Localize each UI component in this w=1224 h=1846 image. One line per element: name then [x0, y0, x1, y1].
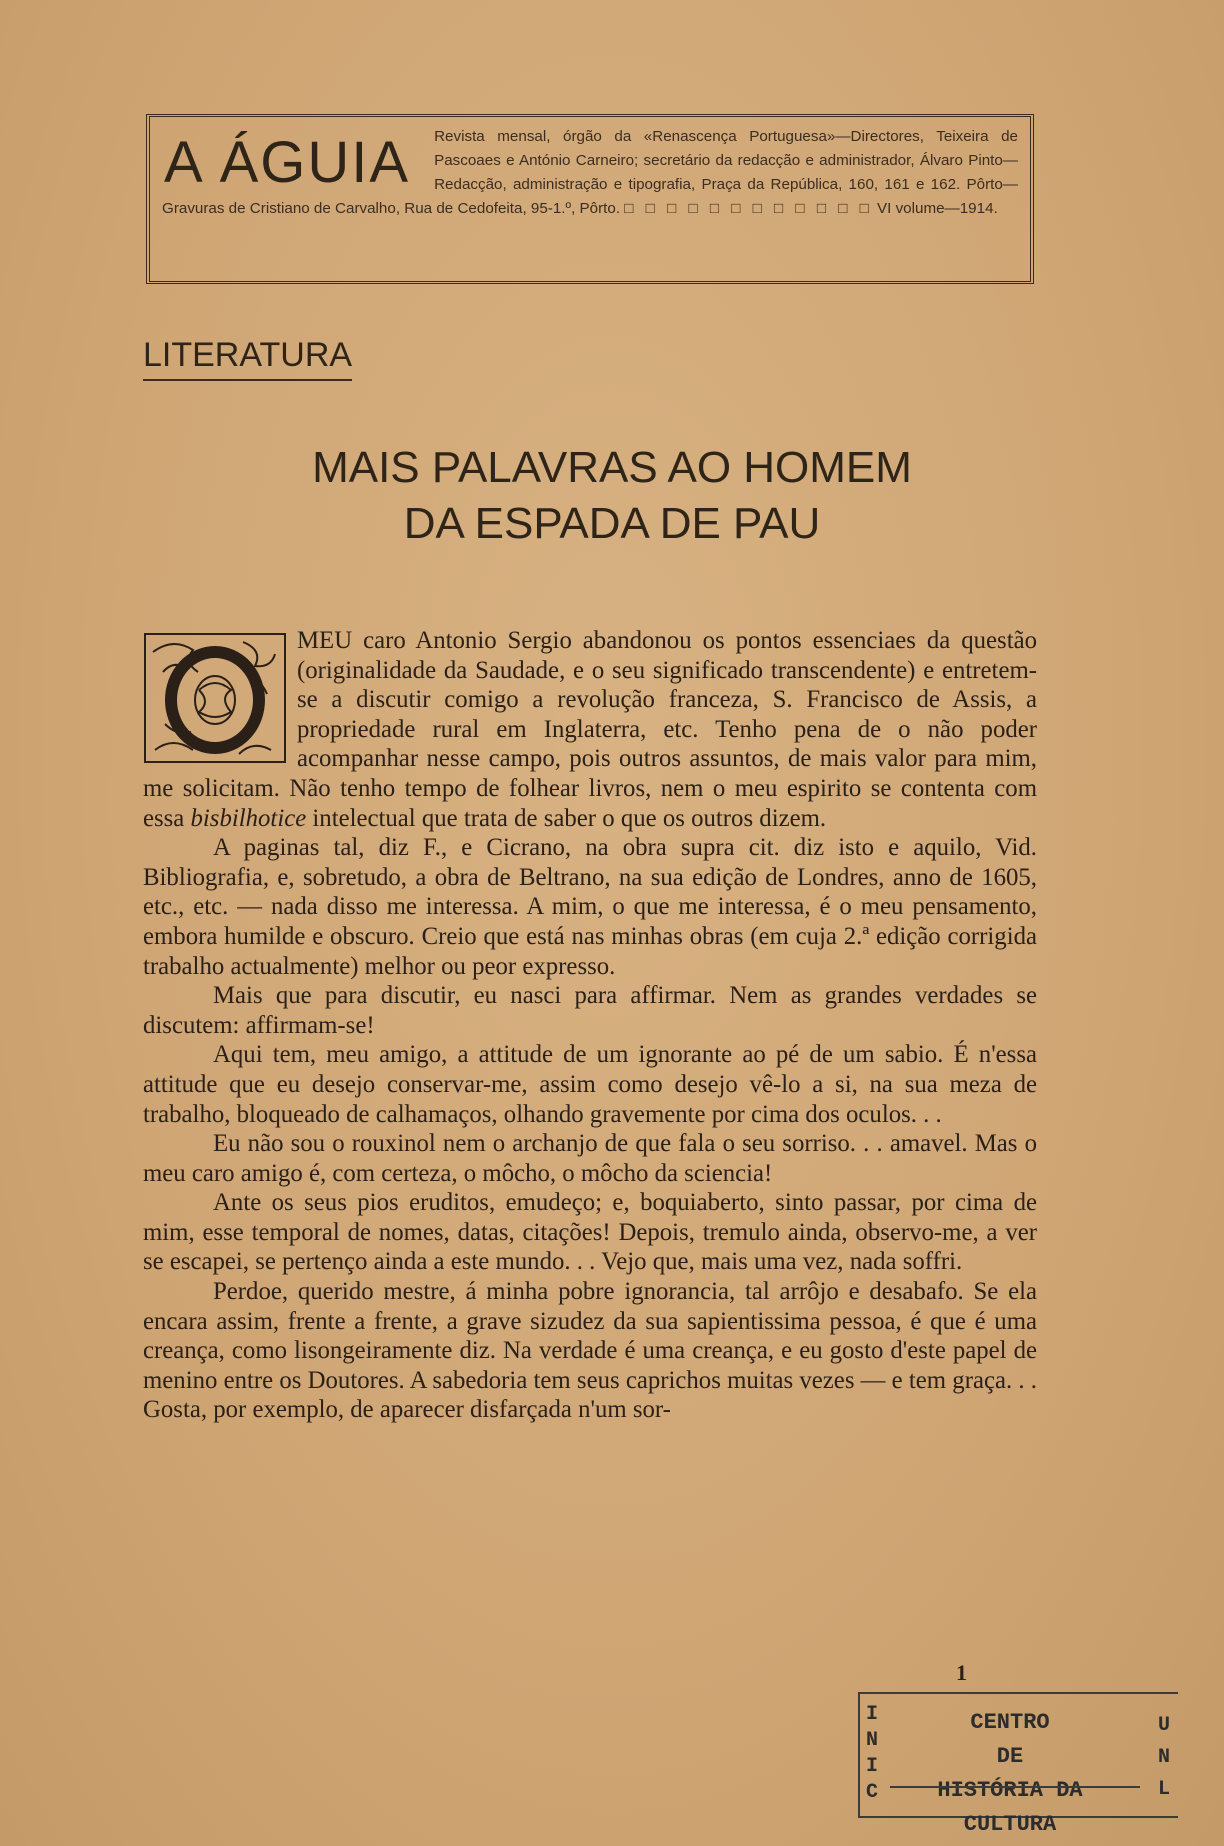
- stamp-line-2: DE: [996, 1744, 1024, 1769]
- paragraph-1-text: caro Antonio Sergio abandonou os pontos essenciaes da questão (originalidade da Saudade, e o seu significado transcendente) e entretem-se a discutir comigo a revolução franceza, S. Francisco de Assis, a propriedade rural em Inglaterra, etc. Tenho pena de o não poder acompanhar nesse campo, pois outros assuntos, de mais valor para mim, me solicitam. Não tenho tempo de folhear livros, nem o meu espirito se contenta com essa: [143, 627, 1037, 832]
- masthead-info-text: Revista mensal, órgão da «Renascença Portuguesa»—Directores, Teixeira de Pascoaes e António Carneiro; secretário da redacção e administrador, Álvaro Pinto—Redacção, administração e tipografia, Praça da República, 160, 161 e 162. Pôrto—Gravuras de Cristiano de Carvalho, Rua de Cedofeita, 95-1.º, Pôrto.: [162, 128, 1018, 217]
- section-heading: LITERATURA: [143, 336, 352, 381]
- stamp-center-text: [900, 1706, 1120, 1842]
- paragraph-3: Mais que para discutir, eu nasci para affirmar. Nem as grandes verdades se discutem: affirmam-se!: [143, 982, 1037, 1039]
- masthead-box: [146, 114, 1034, 284]
- paragraph-2: A paginas tal, diz F., e Cicrano, na obra supra cit. diz isto e aquilo, Vid. Bibliografia, e, sobretudo, a obra de Beltrano, na sua edição de Londres, anno de 1605, etc., etc. — nada disso me interessa. A mim, o que me interessa, é o meu pensamento, embora humilde e obscuro. Creio que está nas minhas obras (em cuja 2.ª edição corrigida trabalho actualmente) melhor ou peor expresso.: [143, 834, 1037, 980]
- stamp-line-3: HISTÓRIA DA CULTURA: [937, 1778, 1083, 1837]
- stamp-top-rule: [860, 1692, 1178, 1694]
- first-word: MEU: [297, 627, 353, 654]
- article-title: [0, 440, 1224, 552]
- journal-title: A ÁGUIA: [164, 130, 411, 195]
- paragraph-4: Aqui tem, meu amigo, a attitude de um ignorante ao pé de um sabio. É n'essa attitude que eu desejo conservar-me, assim como desejo vê-lo a si, na sua meza de trabalho, bloqueado de calhamaços, olhando gravemente por cima dos oculos. . .: [143, 1041, 1037, 1128]
- article-title-line-1: MAIS PALAVRAS AO HOMEM: [312, 443, 912, 492]
- volume-label: VI volume—1914.: [877, 200, 998, 217]
- drop-cap-ornament: [143, 632, 287, 764]
- decorative-squares: □ □ □ □ □ □ □ □ □ □ □ □: [624, 200, 873, 217]
- italic-word: bisbilhotice: [190, 804, 307, 832]
- paragraph-6: Ante os seus pios eruditos, emudeço; e, boquiaberto, sinto passar, por cima de mim, esse temporal de nomes, datas, citações! Depois, tremulo ainda, observo-me, a ver se escapei, se pertenço ainda a este mundo. . . Vejo que, mais uma vez, nada soffri.: [143, 1189, 1037, 1276]
- stamp-bottom-rule: [890, 1786, 1140, 1788]
- paragraph-5: Eu não sou o rouxinol nem o archanjo de que fala o seu sorriso. . . amavel. Mas o meu caro amigo é, com certeza, o môcho, o môcho da sciencia!: [143, 1130, 1037, 1187]
- paragraph-7: Perdoe, querido mestre, á minha pobre ignorancia, tal arrôjo e desabafo. Se ela encara assim, frente a frente, a grave sizudez da sua sapientissima pessoa, é que é uma creança, como lisongeiramente diz. Na verdade é uma creança, e eu gosto d'este papel de menino entre os Doutores. A sabedoria tem seus caprichos muitas vezes — e tem graça. . . Gosta, por exemplo, de aparecer disfarçada n'um sor-: [143, 1278, 1037, 1424]
- stamp-left-letters: I N I C: [866, 1703, 879, 1804]
- article-body: [143, 626, 1037, 1425]
- article-title-line-2: DA ESPADA DE PAU: [403, 499, 821, 548]
- library-stamp: [858, 1692, 1178, 1837]
- drop-cap-letter: [215, 715, 216, 716]
- paragraph-1-end: intelectual que trata de saber o que os outros dizem.: [306, 804, 827, 832]
- stamp-line-1: CENTRO: [970, 1710, 1050, 1735]
- stamp-right-letters: U N L: [1157, 1714, 1170, 1801]
- page-number: 1: [956, 1660, 967, 1685]
